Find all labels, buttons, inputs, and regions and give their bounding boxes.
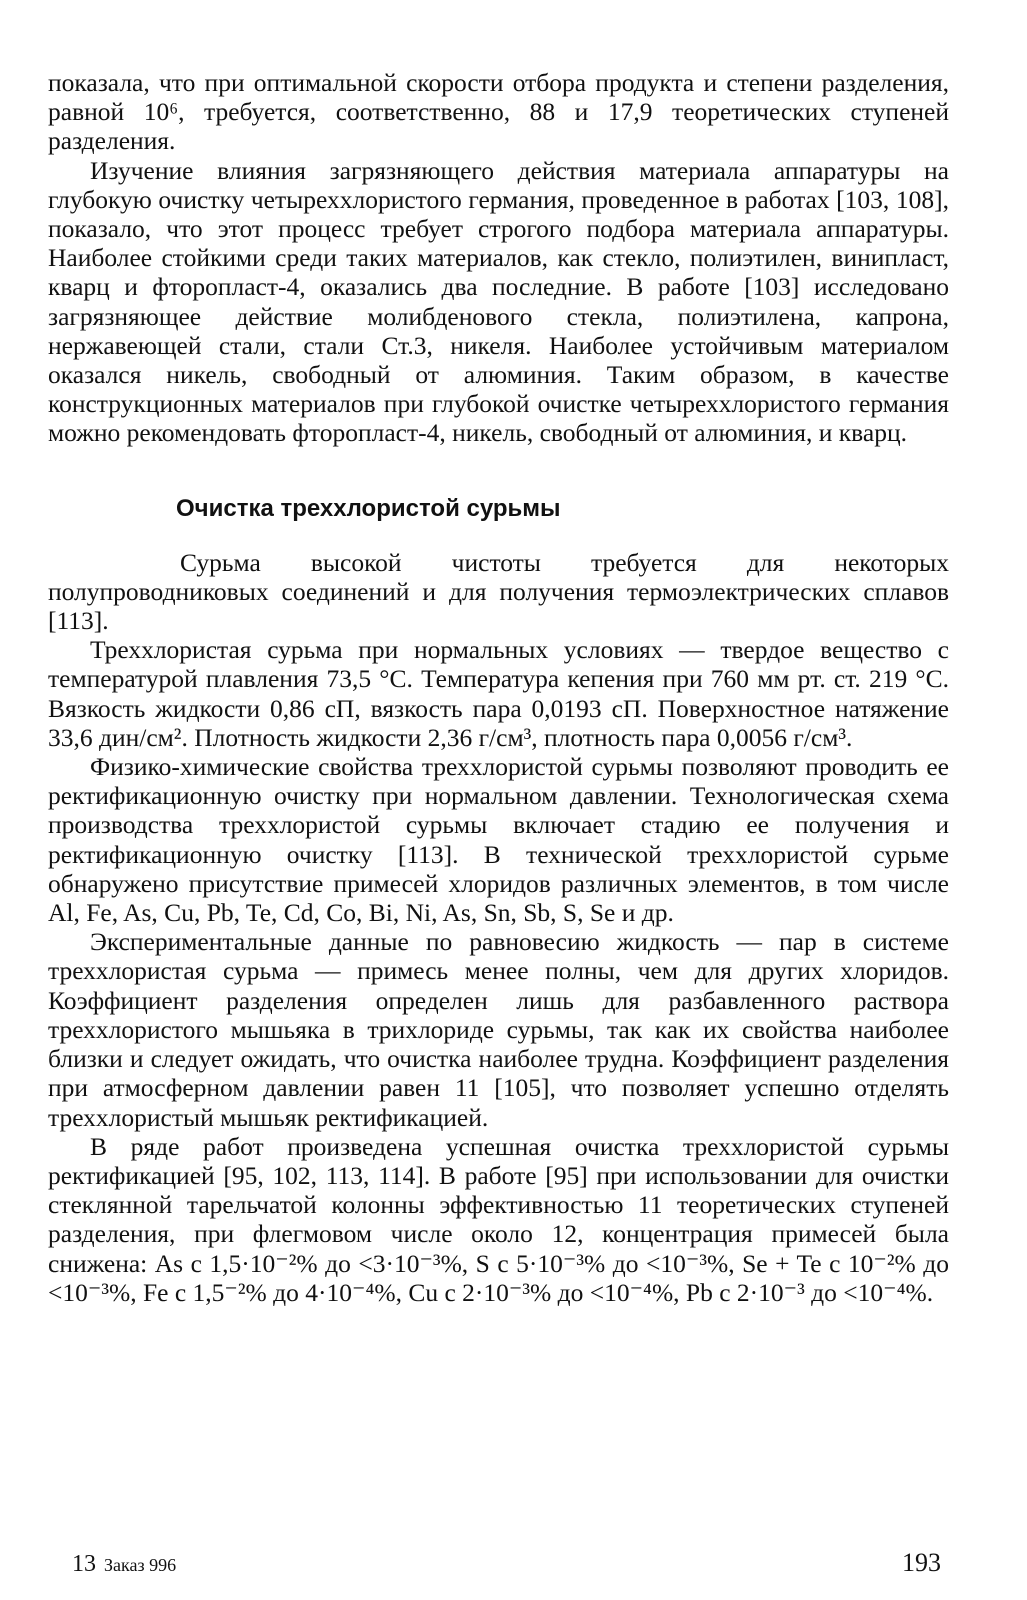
printer-signature (72, 1551, 176, 1578)
paragraph-scheme: Физико-химические свойства треххлористой сурьмы позволяют проводить ее ректификационную очистку при нормальном давлении. Технологическая схема производства треххлористой сурьмы включает стадию ее получения и ректификационную очистку [113]. В технической треххлористой сурьме обнаружено присутствие примесей хлоридов различных элементов, в том числе Al, Fe, As, Cu, Pb, Te, Cd, Co, Bi, Ni, As, Sn, Sb, S, Se и др. (48, 752, 949, 928)
signature-number: 13 (72, 1551, 96, 1577)
paragraph-materials: Изучение влияния загрязняющего действия материала аппаратуры на глубокую очистку четыреххлористого германия, проведенное в работах [103, 108], показало, что этот процесс требует строгого подбора материала аппаратуры. Наиболее стойкими среди таких материалов, как стекло, полиэтилен, винипласт, кварц и фторопласт-4, оказались два последние. В работе [103] исследовано загрязняющее действие молибденового стекла, полиэтилена, капрона, нержавеющей стали, стали Ст.3, никеля. Наиболее устойчивым материалом оказался никель, свободный от алюминия. Таким образом, в качестве конструкционных материалов при глубокой очистке четыреххлористого германия можно рекомендовать фторопласт-4, никель, свободный от алюминия, и кварц. (48, 155, 949, 448)
signature-text: Заказ 996 (104, 1555, 177, 1575)
page-footer (72, 1548, 941, 1578)
paragraph-continuation: показала, что при оптимальной скорости отбора продукта и степени разделения, равной 10⁶, требуется, соответственно, 88 и 17,9 теоретических ступеней разделения. (48, 68, 949, 156)
section-title: Очистка треххлористой сурьмы (176, 494, 561, 522)
page-number: 193 (902, 1548, 941, 1577)
paragraph-intro: Сурьма высокой чистоты требуется для некоторых полупроводниковых соединений и для получения термоэлектрических сплавов [113]. (48, 547, 949, 636)
paragraph-purification: В ряде работ произведена успешная очистка треххлористой сурьмы ректификацией [95, 102, 113, 114]. В работе [95] при использовании для очистки стеклянной тарельчатой колонны эффективностью 11 теоретических ступеней разделения, при флегмовом числе около 12, концентрация примесей была снижена: As с 1,5·10⁻²% до <3·10⁻³%, S с 5·10⁻³% до <10⁻³%, Se + Te с 10⁻²% до <10⁻³%, Fe с 1,5⁻²% до 4·10⁻⁴%, Cu с 2·10⁻³% до <10⁻⁴%, Pb с 2·10⁻³ до <10⁻⁴%. (48, 1131, 949, 1307)
paragraph-equilibrium: Экспериментальные данные по равновесию жидкость — пар в системе треххлористая сурьма — примесь менее полны, чем для других хлоридов. Коэффициент разделения определен лишь для разбавленного раствора треххлористого мышьяка в трихлориде сурьмы, так как их свойства наиболее близки и следует ожидать, что очистка наиболее трудна. Коэффициент разделения при атмосферном давлении равен 11 [105], что позволяет успешно отделять треххлористый мышьяк ректификацией. (48, 927, 949, 1132)
paragraph-properties: Треххлористая сурьма при нормальных условиях — твердое вещество с температурой плавления 73,5 °С. Температура кепения при 760 мм рт. ст. 219 °С. Вязкость жидкости 0,86 сП, вязкость пара 0,0193 сП. Поверхностное натяжение 33,6 дин/см². Плотность жидкости 2,36 г/см³, плотность пара 0,0056 г/см³. (48, 635, 949, 752)
